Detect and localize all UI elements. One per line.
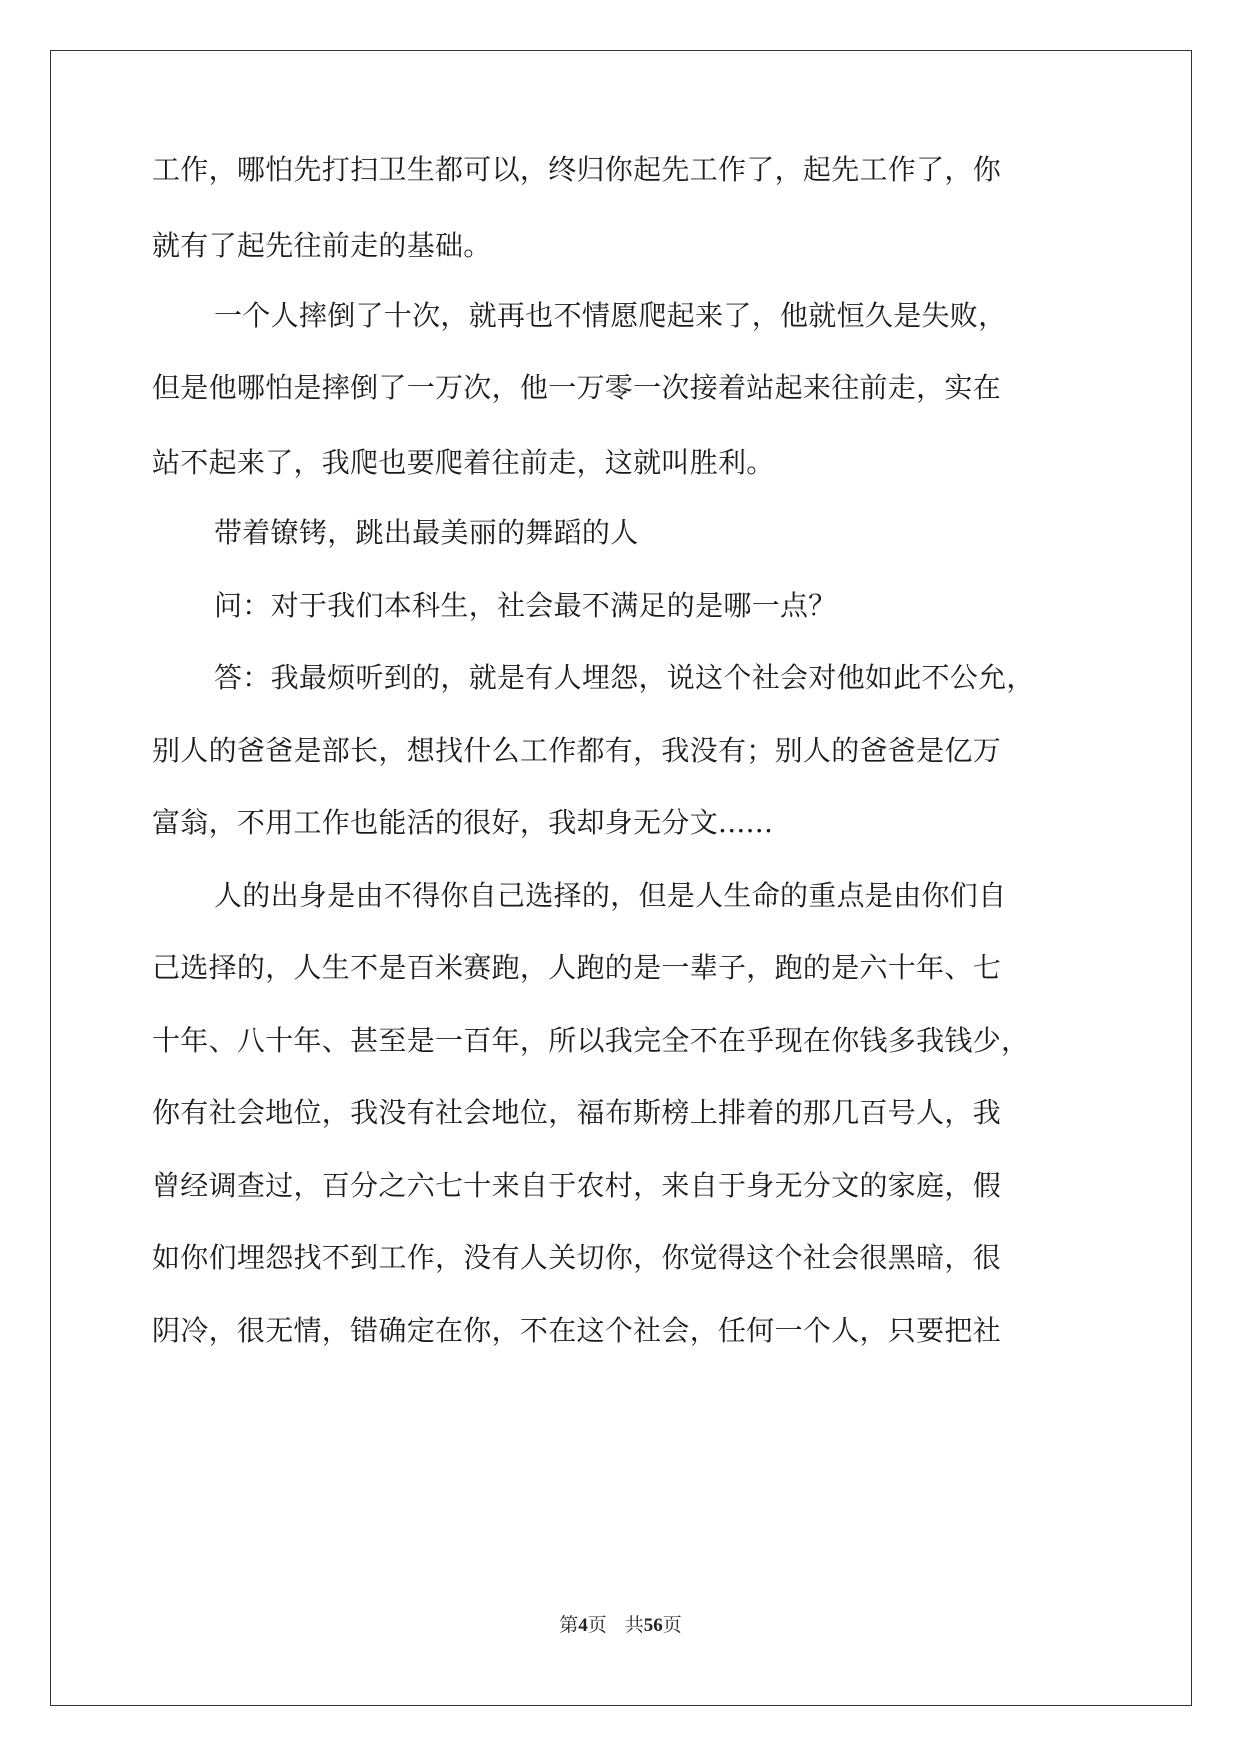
body-line-1: 工作，哪怕先打扫卫生都可以，终归你起先工作了，起先工作了，你: [152, 153, 1002, 186]
page-prefix: 第: [559, 1615, 579, 1636]
body-line-4: 但是他哪怕是摔倒了一万次，他一万零一次接着站起来往前走，实在: [152, 371, 1002, 404]
page-number: 4: [578, 1615, 588, 1636]
body-line-3: 一个人摔倒了十次，就再也不情愿爬起来了，他就恒久是失败，: [214, 299, 1007, 332]
answer-line-2: 别人的爸爸是部长，想找什么工作都有，我没有；别人的爸爸是亿万: [152, 734, 1002, 767]
total-prefix: 共: [624, 1615, 644, 1636]
question-line: 问：对于我们本科生，社会最不满足的是哪一点？: [214, 589, 837, 622]
body-line-13: 十年、八十年、甚至是一百年，所以我完全不在乎现在你钱多我钱少，: [152, 1024, 1030, 1057]
body-line-16: 如你们埋怨找不到工作，没有人关切你，你觉得这个社会很黑暗，很: [152, 1241, 1002, 1274]
answer-line-1: 答：我最烦听到的，就是有人埋怨，说这个社会对他如此不公允，: [214, 661, 1035, 694]
body-line-14: 你有社会地位，我没有社会地位，福布斯榜上排着的那几百号人，我: [152, 1096, 1002, 1129]
answer-line-3: 富翁，不用工作也能活的很好，我却身无分文......: [152, 806, 774, 839]
section-heading: 带着镣铐，跳出最美丽的舞蹈的人: [214, 516, 639, 549]
total-suffix: 页: [662, 1615, 682, 1636]
body-line-5: 站不起来了，我爬也要爬着往前走，这就叫胜利。: [152, 446, 775, 479]
body-line-17: 阴冷，很无情，错确定在你，不在这个社会，任何一个人，只要把社: [152, 1314, 1002, 1347]
page-footer: [0, 1614, 1241, 1638]
page-total: 56: [643, 1615, 663, 1636]
page-suffix: 页: [587, 1615, 607, 1636]
body-line-11: 人的出身是由不得你自己选择的，但是人生命的重点是由你们自: [214, 879, 1007, 912]
body-line-12: 己选择的，人生不是百米赛跑，人跑的是一辈子，跑的是六十年、七: [152, 951, 1002, 984]
body-line-15: 曾经调查过，百分之六七十来自于农村，来自于身无分文的家庭，假: [152, 1169, 1002, 1202]
body-line-2: 就有了起先往前走的基础。: [152, 229, 492, 262]
